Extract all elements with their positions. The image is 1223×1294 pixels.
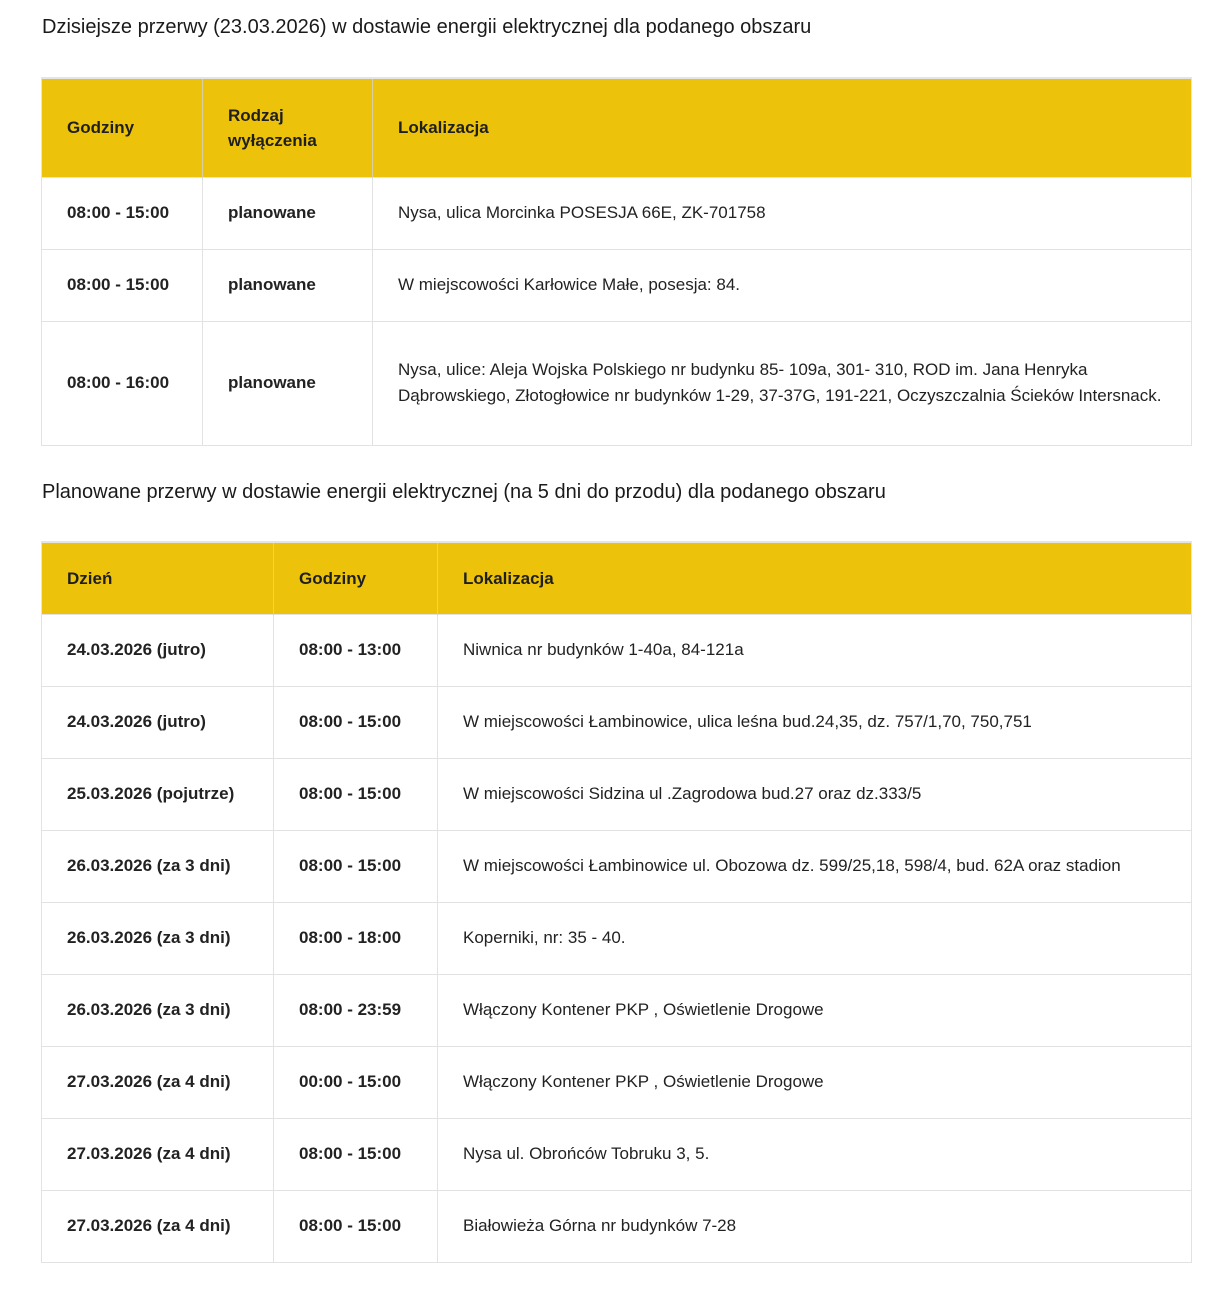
cell-location: W miejscowości Karłowice Małe, posesja: 84. bbox=[373, 249, 1192, 321]
cell-hours: 08:00 - 15:00 bbox=[42, 177, 203, 249]
table-row bbox=[42, 249, 1192, 321]
header-type-line2: wyłączenia bbox=[228, 130, 317, 150]
cell-day: 24.03.2026 (jutro) bbox=[42, 614, 274, 686]
table-row bbox=[42, 758, 1192, 830]
cell-day: 26.03.2026 (za 3 dni) bbox=[42, 974, 274, 1046]
table-header-row bbox=[42, 542, 1192, 614]
cell-hours: 08:00 - 16:00 bbox=[42, 321, 203, 445]
cell-location: Nysa, ulica Morcinka POSESJA 66E, ZK-701758 bbox=[373, 177, 1192, 249]
table-row bbox=[42, 1190, 1192, 1262]
cell-hours: 08:00 - 18:00 bbox=[274, 902, 438, 974]
table-row bbox=[42, 830, 1192, 902]
cell-hours: 08:00 - 15:00 bbox=[274, 1190, 438, 1262]
cell-day: 27.03.2026 (za 4 dni) bbox=[42, 1118, 274, 1190]
header-location: Lokalizacja bbox=[373, 78, 1192, 177]
cell-type: planowane bbox=[203, 177, 373, 249]
cell-day: 27.03.2026 (za 4 dni) bbox=[42, 1190, 274, 1262]
cell-hours: 08:00 - 15:00 bbox=[274, 1118, 438, 1190]
cell-location: Białowieża Górna nr budynków 7-28 bbox=[438, 1190, 1192, 1262]
cell-type: planowane bbox=[203, 321, 373, 445]
cell-type: planowane bbox=[203, 249, 373, 321]
table-row bbox=[42, 902, 1192, 974]
cell-day: 26.03.2026 (za 3 dni) bbox=[42, 902, 274, 974]
table-row bbox=[42, 321, 1192, 445]
cell-location: Nysa ul. Obrońców Tobruku 3, 5. bbox=[438, 1118, 1192, 1190]
cell-location: W miejscowości Łambinowice, ulica leśna bud.24,35, dz. 757/1,70, 750,751 bbox=[438, 686, 1192, 758]
cell-location: Koperniki, nr: 35 - 40. bbox=[438, 902, 1192, 974]
cell-hours: 00:00 - 15:00 bbox=[274, 1046, 438, 1118]
cell-day: 24.03.2026 (jutro) bbox=[42, 686, 274, 758]
today-outages-title: Dzisiejsze przerwy (23.03.2026) w dostawie energii elektrycznej dla podanego obszaru bbox=[42, 16, 812, 38]
table-row bbox=[42, 686, 1192, 758]
cell-hours: 08:00 - 23:59 bbox=[274, 974, 438, 1046]
today-outages-table bbox=[41, 77, 1192, 446]
table-row bbox=[42, 974, 1192, 1046]
header-location: Lokalizacja bbox=[438, 542, 1192, 614]
header-type-line1: Rodzaj bbox=[228, 105, 284, 125]
header-type bbox=[203, 78, 373, 177]
planned-outages-table bbox=[41, 541, 1192, 1263]
cell-location: Niwnica nr budynków 1-40a, 84-121a bbox=[438, 614, 1192, 686]
planned-outages-title: Planowane przerwy w dostawie energii elektrycznej (na 5 dni do przodu) dla podanego obszaru bbox=[42, 481, 886, 503]
table-header-row bbox=[42, 78, 1192, 177]
cell-location: Nysa, ulice: Aleja Wojska Polskiego nr budynku 85- 109a, 301- 310, ROD im. Jana Henryka Dąbrowskiego, Złotogłowice nr budynków 1-29, 37-37G, 191-221, Oczyszczalnia Ścieków Intersnack. bbox=[373, 321, 1192, 445]
cell-location: W miejscowości Łambinowice ul. Obozowa dz. 599/25,18, 598/4, bud. 62A oraz stadion bbox=[438, 830, 1192, 902]
header-hours: Godziny bbox=[42, 78, 203, 177]
table-row bbox=[42, 1118, 1192, 1190]
table-row bbox=[42, 614, 1192, 686]
header-hours: Godziny bbox=[274, 542, 438, 614]
cell-hours: 08:00 - 15:00 bbox=[274, 830, 438, 902]
cell-hours: 08:00 - 15:00 bbox=[274, 758, 438, 830]
cell-hours: 08:00 - 13:00 bbox=[274, 614, 438, 686]
header-day: Dzień bbox=[42, 542, 274, 614]
cell-location: Włączony Kontener PKP , Oświetlenie Drogowe bbox=[438, 974, 1192, 1046]
cell-day: 25.03.2026 (pojutrze) bbox=[42, 758, 274, 830]
table-row bbox=[42, 177, 1192, 249]
cell-hours: 08:00 - 15:00 bbox=[42, 249, 203, 321]
cell-day: 27.03.2026 (za 4 dni) bbox=[42, 1046, 274, 1118]
cell-day: 26.03.2026 (za 3 dni) bbox=[42, 830, 274, 902]
cell-hours: 08:00 - 15:00 bbox=[274, 686, 438, 758]
cell-location: Włączony Kontener PKP , Oświetlenie Drogowe bbox=[438, 1046, 1192, 1118]
cell-location: W miejscowości Sidzina ul .Zagrodowa bud.27 oraz dz.333/5 bbox=[438, 758, 1192, 830]
table-row bbox=[42, 1046, 1192, 1118]
